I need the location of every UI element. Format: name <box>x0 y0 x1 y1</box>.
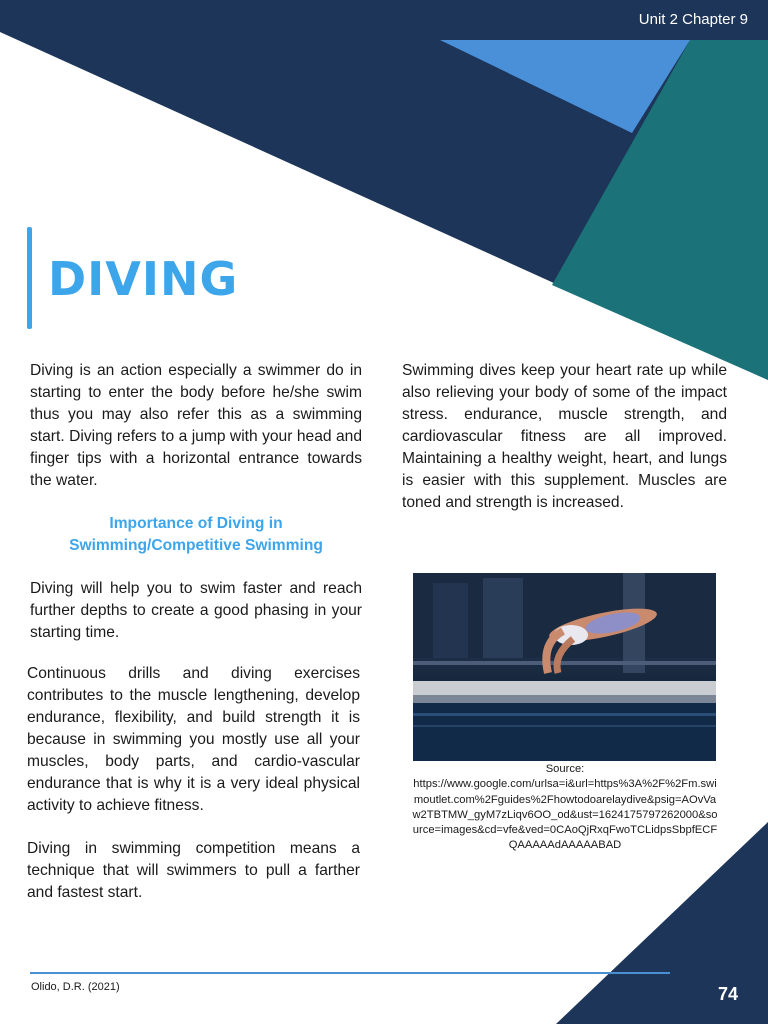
footer-author: Olido, D.R. (2021) <box>31 981 120 993</box>
unit-chapter-label: Unit 2 Chapter 9 <box>638 11 748 28</box>
paragraph-drills: Continuous drills and diving exercises contributes to the muscle lengthening, develop endurance, flexibility, and build strength it is because in swimming you mostly use all your muscles, body parts, and cardio-vascular endurance that is why it is a very ideal physical activity to achieve fitness. <box>27 665 360 814</box>
diver-photo <box>413 573 716 761</box>
footer-divider <box>30 972 670 974</box>
subheading-line-1: Importance of Diving in <box>109 515 283 532</box>
caption-source-label: Source: <box>545 763 585 775</box>
paragraph-faster: Diving will help you to swim faster and reach further depths to create a good phasing in your starting time. <box>30 580 362 641</box>
caption-source-url: https://www.google.com/urlsa=i&url=https%3A%2F%2Fm.swimoutlet.com%2Fguides%2Fhowtodoarelaydive&psig=AOvVaw2TBTMW_gyM7zLiqv6OO_od&ust=1624175797262000&source=images&cd=vfe&ved=0CAoQjRxqFwoTCLidpsSbpfECFQAAAAAdAAAAABAD <box>412 778 718 852</box>
intro-paragraph: Diving is an action especially a swimmer do in starting to enter the body before he/she swim thus you may also refer this as a swimming start. Diving refers to a jump with your head and finger tips with a horizontal entrance towards the water. <box>30 362 362 489</box>
section-subheading <box>30 513 362 557</box>
page-title: DIVING <box>48 252 239 306</box>
title-accent-bar <box>27 227 32 329</box>
image-source-caption <box>410 762 720 854</box>
page-number: 74 <box>717 984 738 1004</box>
right-paragraph: Swimming dives keep your heart rate up while also relieving your body of some of the impact stress. endurance, muscle strength, and cardiovascular fitness are all improved. Maintaining a healthy weight, heart, and lungs is easier with this supplement. Muscles are toned and strength is increased. <box>402 362 727 511</box>
paragraph-competition: Diving in swimming competition means a technique that will swimmers to pull a farther and fastest start. <box>27 840 360 901</box>
subheading-line-2: Swimming/Competitive Swimming <box>69 537 323 554</box>
